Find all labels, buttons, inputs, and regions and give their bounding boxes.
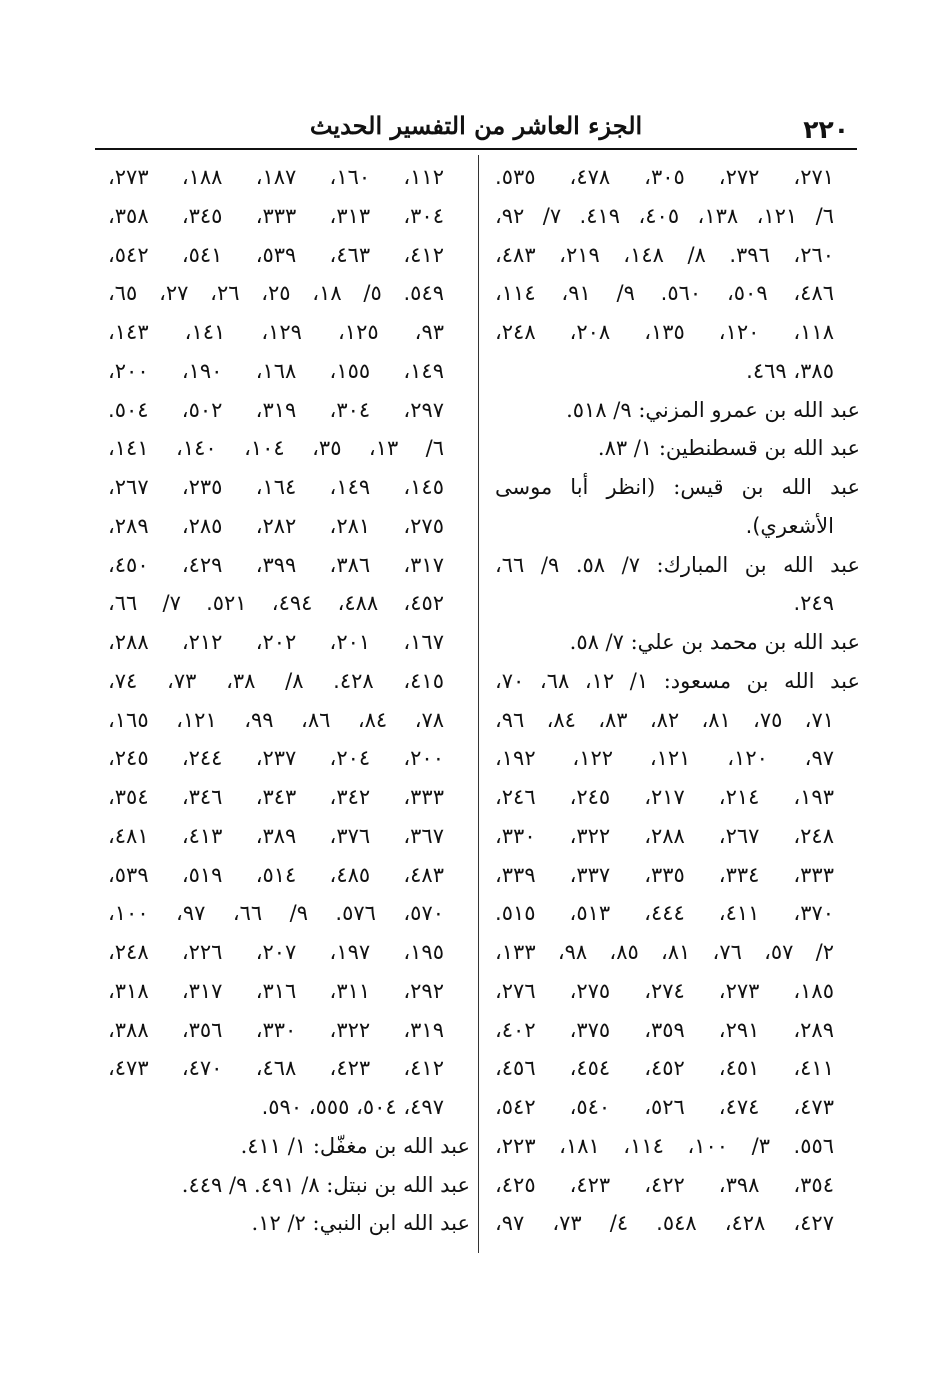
index-entry-heading: عبد الله بن محمد بن علي: ٧/ ٥٨. [569, 630, 860, 654]
index-entry-line: ١١٨، ١٢٠، ١٣٥، ٢٠٨، ٢٤٨، [495, 320, 834, 344]
index-entry-line: ٥٧٠، ٥٧٦. ٩/ ٦٦، ٩٧، ١٠٠، [108, 901, 445, 926]
index-entry-line: ٣٥٤، ٣٩٨، ٤٢٢، ٤٢٣، ٤٢٥، [495, 1172, 834, 1197]
index-entry-heading: عبد الله بن نبتل: ٨/ ٤٩١. ٩/ ٤٤٩. [181, 1172, 470, 1197]
index-entry-line: ٣٣٣، ٣٤٢، ٣٤٣، ٣٤٦، ٣٥٤، [108, 785, 444, 809]
index-entry-line: ٣١٩، ٣٢٢، ٣٣٠، ٣٥٦، ٣٨٨، [108, 1017, 444, 1042]
left-column [108, 158, 470, 1243]
index-entry-line: ١١٢، ١٦٠، ١٨٧، ١٨٨، ٢٧٣، [108, 165, 444, 189]
index-entry-line: الأشعري). [745, 513, 834, 538]
index-entry-line: ٢٩٧، ٣٠٤، ٣١٩، ٥٠٢، ٥٠٤. [108, 397, 445, 422]
index-entry-line: ٩٧، ١٢٠، ١٢١، ١٢٢، ١٩٢، [495, 746, 835, 771]
index-entry-heading: عبد الله بن مغفّل: ١/ ٤١١. [240, 1133, 470, 1158]
index-entry-line: ١٤٩، ١٥٥، ١٦٨، ١٩٠، ٢٠٠، [108, 358, 444, 383]
index-entry-heading: عبد الله بن عمرو المزني: ٩/ ٥١٨. [566, 397, 860, 422]
index-entry-line: ٢٧١، ٢٧٢، ٣٠٥، ٤٧٨، ٥٣٥. [495, 165, 835, 189]
header-rule [95, 148, 857, 150]
index-entry-line: ٧١، ٧٥، ٨١، ٨٢، ٨٣، ٨٤، ٩٦، [495, 707, 834, 732]
index-entry-line: ٣١٧، ٣٨٦، ٣٩٩، ٤٢٩، ٤٥٠، [108, 552, 444, 577]
page-header [95, 105, 857, 145]
index-entry-line: ٤٢٧، ٤٢٨، ٥٤٨. ٤/ ٧٣، ٩٧، [495, 1211, 834, 1236]
index-entry-line: ١٦٧، ٢٠١، ٢٠٢، ٢١٢، ٢٨٨، [108, 630, 444, 654]
index-entry-line: ٤١١، ٤٥١، ٤٥٢، ٤٥٤، ٤٥٦، [495, 1056, 834, 1081]
index-entry-line: ٤٩٧، ٥٠٤، ٥٥٥، ٥٩٠. [261, 1095, 444, 1119]
index-entry-line: ٢٦٠، ٣٩٦. ٨/ ١٤٨، ٢١٩، ٤٨٣، [495, 242, 835, 267]
index-entry-line: ٢٧٥، ٢٨١، ٢٨٢، ٢٨٥، ٢٨٩، [108, 513, 444, 538]
index-entry-line: ٤١٢، ٤٢٣، ٤٦٨، ٤٧٠، ٤٧٣، [108, 1056, 444, 1081]
index-entry-line: ٦/ ١٣، ٣٥، ١٠٤، ١٤٠، ١٤١، [108, 436, 445, 461]
index-entry-heading: عبد الله بن قيس: (انظر أبا موسى [495, 475, 860, 499]
index-entry-line: ٢٩٢، ٣١١، ٣١٦، ٣١٧، ٣١٨، [108, 978, 444, 1003]
index-entry-line: ١٩٥، ١٩٧، ٢٠٧، ٢٢٦، ٢٤٨، [108, 940, 444, 964]
index-entry-line: ٣٣٣، ٣٣٤، ٣٣٥، ٣٣٧، ٣٣٩، [495, 862, 834, 887]
index-entry-line: ٤٧٣، ٤٧٤، ٥٢٦، ٥٤٠، ٥٤٢، [495, 1095, 834, 1119]
right-column [495, 158, 860, 1243]
index-entry-line: ٣٠٤، ٣١٣، ٣٣٣، ٣٤٥، ٣٥٨، [108, 203, 444, 228]
index-entry-line: ٤٨٣، ٤٨٥، ٥١٤، ٥١٩، ٥٣٩، [108, 862, 444, 887]
index-entry-line: ٥٥٦. ٣/ ١٠٠، ١١٤، ١٨١، ٢٢٣، [495, 1133, 835, 1158]
index-entry-heading: عبد الله ابن النبي: ٢/ ١٢. [251, 1211, 470, 1236]
index-entry-line: ٥٤٩. ٥/ ١٨، ٢٥، ٢٦، ٢٧، ٦٥، [108, 281, 445, 306]
index-entry-line: ٧٨، ٨٤، ٨٦، ٩٩، ١٢١، ١٦٥، [108, 707, 445, 732]
index-entry-heading: عبد الله بن مسعود: ١/ ١٢، ٦٨، ٧٠، [495, 668, 860, 693]
column-divider [478, 155, 479, 1253]
page-number: ٢٢٠ [803, 115, 849, 144]
index-entry-line: ٩٣، ١٢٥، ١٢٩، ١٤١، ١٤٣، [108, 320, 445, 344]
index-entry-line: ٤٨٦، ٥٠٩، ٥٦٠. ٩/ ٩١، ١١٤، [495, 281, 835, 306]
running-title: الجزء العاشر من التفسير الحديث [309, 111, 643, 140]
index-entry-line: ١٩٣، ٢١٤، ٢١٧، ٢٤٥، ٢٤٦، [495, 785, 834, 809]
index-entry-line: ٢٠٠، ٢٠٤، ٢٣٧، ٢٤٤، ٢٤٥، [108, 746, 444, 771]
index-entry-line: ١٤٥، ١٤٩، ١٦٤، ٢٣٥، ٢٦٧، [108, 475, 444, 499]
index-entry-line: ٦/ ١٢١، ١٣٨، ٤٠٥، ٤١٩. ٧/ ٩٢، [495, 203, 834, 228]
index-entry-line: ٣٨٥، ٤٦٩. [746, 358, 834, 383]
index-entry-line: ٤١٢، ٤٦٣، ٥٣٩، ٥٤١، ٥٤٢، [108, 242, 444, 267]
index-entry-line: ٢٤٨، ٢٦٧، ٢٨٨، ٣٢٢، ٣٣٠، [495, 823, 834, 848]
index-entry-heading: عبد الله بن قسطنطين: ١/ ٨٣. [597, 436, 860, 461]
index-entry-line: ٣٦٧، ٣٧٦، ٣٨٩، ٤١٣، ٤٨١، [108, 823, 444, 848]
index-entry-line: ٤٥٢، ٤٨٨، ٤٩٤، ٥٢١. ٧/ ٦٦، [108, 591, 445, 616]
index-entry-heading: عبد الله بن المبارك: ٧/ ٥٨. ٩/ ٦٦، [495, 552, 860, 577]
index-entry-line: ٢٨٩، ٢٩١، ٣٥٩، ٣٧٥، ٤٠٢، [495, 1017, 834, 1042]
index-entry-line: ١٨٥، ٢٧٣، ٢٧٤، ٢٧٥، ٢٧٦، [495, 978, 834, 1003]
index-entry-line: ٤١٥، ٤٢٨. ٨/ ٣٨، ٧٣، ٧٤، [108, 668, 444, 693]
index-entry-line: ٢٤٩. [793, 591, 834, 616]
index-entry-line: ٣٧٠، ٤١١، ٤٤٤، ٥١٣، ٥١٥. [495, 901, 835, 926]
index-entry-line: ٢/ ٥٧، ٧٦، ٨١، ٨٥، ٩٨، ١٣٣، [495, 940, 835, 964]
